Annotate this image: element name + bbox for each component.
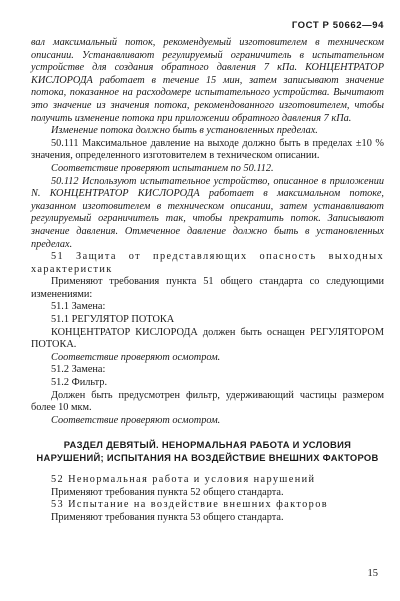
clause-50-112: 50.112 Используют испытательное устройство, описанное в приложении N. КОНЦЕНТРАТОР КИСЛОРОДА работает в максимальном потоке, указанном изготовителем в техническом описании, затем устанавливают регулируемый ограничитель так, чтобы прекратить поток. Записывают значение давления. Отмеченное давление должно быть в установленных пределах. — [31, 175, 384, 250]
clause-51-1-replace: 51.1 Замена: — [51, 301, 106, 313]
clause-51-title: 51 Защита от представляющих опасность выходных характеристик — [31, 251, 384, 275]
clause-51-2-title: 51.2 Фильтр. — [51, 377, 108, 389]
clause-52-title: 52 Ненормальная работа и условия нарушений — [51, 474, 316, 486]
clause-51-intro: Применяют требования пункта 51 общего стандарта со следующими изменениями: — [31, 276, 384, 300]
clause-52-text: Применяют требования пункта 52 общего стандарта. — [51, 486, 284, 498]
clause-50-111: 50.111 Максимальное давление на выходе должно быть в пределах ±10 % значения, определенного изготовителем в техническом описании. — [31, 137, 384, 162]
clause-51-2-check: Соответствие проверяют осмотром. — [51, 414, 221, 426]
paragraph-flow-test-continuation: вал максимальный поток, рекомендуемый изготовителем в техническом описании. Устанавливают регулируемый ограничитель в испытательном устройстве для создания обратного давления 7 кПа. КОНЦЕНТРАТОР КИСЛОРОДА работает в течение 15 мин, затем записывают значение потока, показанное на расходомере испытательного устройства. Вычитают это значение из значения потока, рекомендованного изготовителем, чтобы получить изменение потока при приложении обратного давления 7 кПа. — [31, 37, 384, 124]
clause-51-1-title: 51.1 РЕГУЛЯТОР ПОТОКА — [51, 314, 175, 326]
clause-51-2-replace: 51.2 Замена: — [51, 364, 106, 376]
clause-51-1-check: Соответствие проверяют осмотром. — [51, 351, 221, 363]
document-header: ГОСТ Р 50662—94 — [291, 20, 384, 31]
document-body — [31, 37, 384, 525]
clause-51-2-text: Должен быть предусмотрен фильтр, удерживающий частицы размером более 10 мкм. — [31, 389, 384, 414]
page-number: 15 — [367, 568, 378, 579]
section-nine-heading: РАЗДЕЛ ДЕВЯТЫЙ. НЕНОРМАЛЬНАЯ РАБОТА И УСЛОВИЯ НАРУШЕНИЙ; ИСПЫТАНИЯ НА ВОЗДЕЙСТВИЕ ВНЕШНИХ ФАКТОРОВ — [36, 439, 379, 463]
clause-53-text: Применяют требования пункта 53 общего стандарта. — [51, 512, 284, 523]
paragraph-flow-limits: Изменение потока должно быть в установленных пределах. — [51, 125, 318, 137]
clause-50-111-check: Соответствие проверяют испытанием по 50.112. — [51, 162, 274, 174]
clause-51-1-text: КОНЦЕНТРАТОР КИСЛОРОДА должен быть оснащен РЕГУЛЯТОРОМ ПОТОКА. — [31, 326, 384, 351]
clause-53-title: 53 Испытание на воздействие внешних факторов — [51, 499, 329, 511]
